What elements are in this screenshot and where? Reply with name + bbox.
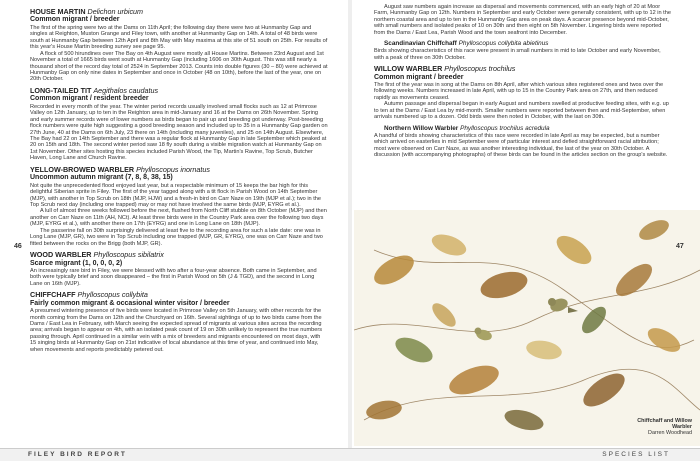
species-paragraph: Autumn passage and dispersal began in early August and numbers swelled at productive feeding sites, with e.g. up to ten at the Dams / East Lea by mid-month. Smaller numbers were reported between then and mid-September, when arrivals numbered up to a dozen. Odd birds were then noted in October, with the last on 30th.: [374, 101, 669, 121]
subspecies-text: Birds showing characteristics of this race were present in small numbers in mid to late October and early November, with a peak of three on 30th October.: [374, 48, 661, 61]
intro-paragraph: August saw numbers again increase as dispersal and movements commenced, with an early high of 20 at Moor Farm, Hunmanby Gap on 12th. Numbers in September and early October were generally consistent, with up to 12 in the northern coastal area and up to ten in the Hunmanby Gap area on peak days. A scarcer presence beyond mid-October, with small numbers and isolated peaks of 10 on 30th and then eight on 5th November. Lingering birds were reported from the Dams / East Lea, Parish Wood and the town seafront into December.: [374, 4, 671, 36]
footer-section: SPECIES LIST: [602, 451, 670, 458]
species-status: Common migrant / breeder: [374, 73, 464, 81]
species-paragraph: The first of the spring were two at the Dams on 11th April; the following day there were two at Hunmanby Gap and singles at Reighton, Muston Grange and Filey town, with another at Hunmanby Gap on 14th. A total of 48 birds were south at Hunmanby Gap between 12th April and 8th May with May maxima at this site of 51 south on 25th. For results of this year's House Martin breeding survey see page 95.: [30, 24, 328, 51]
subspecies-heading: [374, 40, 672, 48]
right-column: [374, 4, 672, 159]
species-paragraph: A lull of almost three weeks followed before the next, flushed from North Cliff stubble on 8th October (MJP) and then another on Carr Naze on 11th (AH, NCt). At least three birds were in the Country Park area over the following two days (MJP, EYRG et al.), with another there on 17th (EYRG) and one in Long Lane on 18th (MJP).: [30, 208, 327, 228]
caption-title: Chiffchaff and Willow Warbler: [637, 418, 692, 430]
species-status: Scarce migrant (1, 0, 0, 0, 2): [30, 259, 123, 267]
species-heading: [30, 251, 328, 259]
caption-artist: Darren Woodhead: [648, 430, 692, 436]
species-name: YELLOW-BROWED WARBLER: [30, 164, 135, 174]
subspecies-text: A handful of birds showing characteristics of this race were recorded in late April as may be expected, but a number which arrived on easterlies in mid September were of particular interest and defied straightforward racial attribution; most were observed on Carr Naze, as was another interesting individual, the last of the year on 30th October. A discussion (with accompanying photographs) of these birds can be found in the articles section on the group's website.: [374, 132, 668, 159]
species-scientific: Phylloscopus inornatus: [136, 164, 210, 174]
left-column: [30, 4, 328, 353]
leaves-illustration: [354, 210, 700, 446]
species-scientific: Delichon urbicum: [87, 7, 144, 16]
species-paragraph: A presumed wintering presence of five birds were located in Primrose Valley on 5th January, with other records for the month coming from the Dams on 12th and the Churchyard on 16th. Several sightings of up to two birds came from the Dams / East Lea in February, with March seeing the expected spread of migrants at various sites across the recording area; arrivals began to appear on 4th, with an isolated peak count of 19 on 30th unlikely to represent the true numbers passing through. April continued in a similar vein with a mix of breeders and migrants encountered on most days, with 15 singing birds at Hunmanby Gap on 21st indicative of local abundance at this time of year, and continued into May, when movements and reports predictably petered out.: [30, 308, 322, 353]
species-scientific: Phylloscopus sibilatrix: [93, 250, 164, 260]
species-name: CHIFFCHAFF: [30, 290, 76, 300]
species-name: LONG-TAILED TIT: [30, 85, 92, 95]
right-page: [352, 0, 700, 448]
page-number-right: 47: [676, 243, 684, 250]
species-scientific: Phylloscopus trochilus: [444, 64, 516, 74]
species-heading: [374, 65, 672, 73]
species-heading: [30, 87, 328, 95]
species-scientific: Phylloscopus collybita: [77, 290, 148, 300]
subspecies-scientific: Phylloscopus trochilus acredula: [460, 124, 550, 132]
species-status: Common migrant / resident breeder: [30, 95, 149, 103]
species-paragraph: The first of the year was in song at the Dams on 8th April, after which various sites registered ones and twos over the following weeks. Numbers increased in late April, with up to 15 in the Country Park area on 27th, and then reduced rapidly as movements ceased.: [374, 81, 664, 101]
species-name: WILLOW WARBLER: [374, 64, 443, 74]
subspecies-scientific: Phylloscopus collybita abietinus: [458, 40, 549, 48]
species-heading: [30, 8, 328, 16]
species-scientific: Aegithalos caudatus: [93, 85, 159, 95]
species-paragraph: Not quite the unprecedented flood enjoyed last year, but a respectable minimum of 15 keeps the bar high for this delightful Siberian sprite in Filey. The first of the year tagged along with a tit flock in Parish Wood on 14th September (MJP), with another in Top Scrub on 18th (MJP, HJW) and a fresh-in bird on Carr Naze on 19th (MJP et al.); two in the Top Scrub next day (including one trapped) may or may not have involved the same birds (MJP, EYRG et al.).: [30, 182, 322, 208]
species-status: Uncommon autumn migrant (7, 8, 8, 38, 15): [30, 174, 173, 182]
artwork-caption: [632, 418, 692, 436]
species-heading: [30, 291, 328, 299]
species-paragraph: Recorded in every month of the year. The winter period records usually involved small flocks such as 12 at Primrose Valley on 12th January, up to ten in the Reighton area in mid-January and 16 at the Dams on 26th November. Spring and early summer records were of lower numbers as birds began to pair up and breeding got underway. Post-breeding flock numbers were quite high suggesting a good breeding season and included up to 35 in a Hunmanby Gap garden on 27th June, 40 at the Dams on 6th July, 23 there on 14th (including many juveniles), and 25 on 14th August. Elsewhere, The Bay had 22 on 14th September and there was a regular flock at Hunmanby Gap in late September which peaked at 20 on 15th and 18th. The second winter period saw 18 fly south during a visible migration watch at Hunmanby Gap on 1st November. Other sites hosting this species included Parish Wood, the Tip, Martin's Ravine, Top Scrub, Butcher Haven, Long Lane and Church Ravine.: [30, 103, 328, 162]
species-paragraph: A flock of 500 hirundines over The Bay on 4th August were mostly all House Martins. Between 23rd August and 1st November a total of 1665 birds went south at Hunmanby Gap (including 1606 on 30th August. This was still nearly a thousand short of the record day total of 2524 in September 2013. Counts into double figures (30 – 80) were achieved at Hunmanby Gap on only nine dates in September and once in October (48 on 10th), before the last of the year, one on 20th October.: [30, 50, 328, 83]
watercolour-artwork: [354, 210, 700, 446]
species-paragraph: The passerine fall on 30th surprisingly delivered at least five to the recording area for such a late date: one was in Long Lane (MJP, GR), two were in Top Scrub including one trapped (MJP, GR, EYRG), one was on Carr Naze and two fitted between the rocks on the Brigg (both MJP, GR).: [30, 227, 323, 247]
species-name: WOOD WARBLER: [30, 250, 92, 260]
species-paragraph: An increasingly rare bird in Filey, we were blessed with two after a four-year absence. Both came in September, and both were typically brief and soon disappeared – the first in Parish Wood on 5th (J & TGD), and the second in Long Lane on 16th (MJP).: [30, 267, 317, 287]
subspecies-name: Northern Willow Warbler: [384, 124, 459, 132]
subspecies-name: Scandinavian Chiffchaff: [384, 40, 457, 48]
footer-title: FILEY BIRD REPORT: [28, 451, 127, 458]
left-page: [0, 0, 348, 448]
species-status: Fairly common migrant & occasional winter visitor / breeder: [30, 299, 230, 307]
species-heading: [30, 166, 328, 174]
species-name: HOUSE MARTIN: [30, 7, 86, 16]
page-number-left: 46: [14, 243, 22, 250]
species-status: Common migrant / breeder: [30, 16, 120, 24]
subspecies-heading: [374, 125, 672, 133]
page-footer: [0, 448, 700, 461]
